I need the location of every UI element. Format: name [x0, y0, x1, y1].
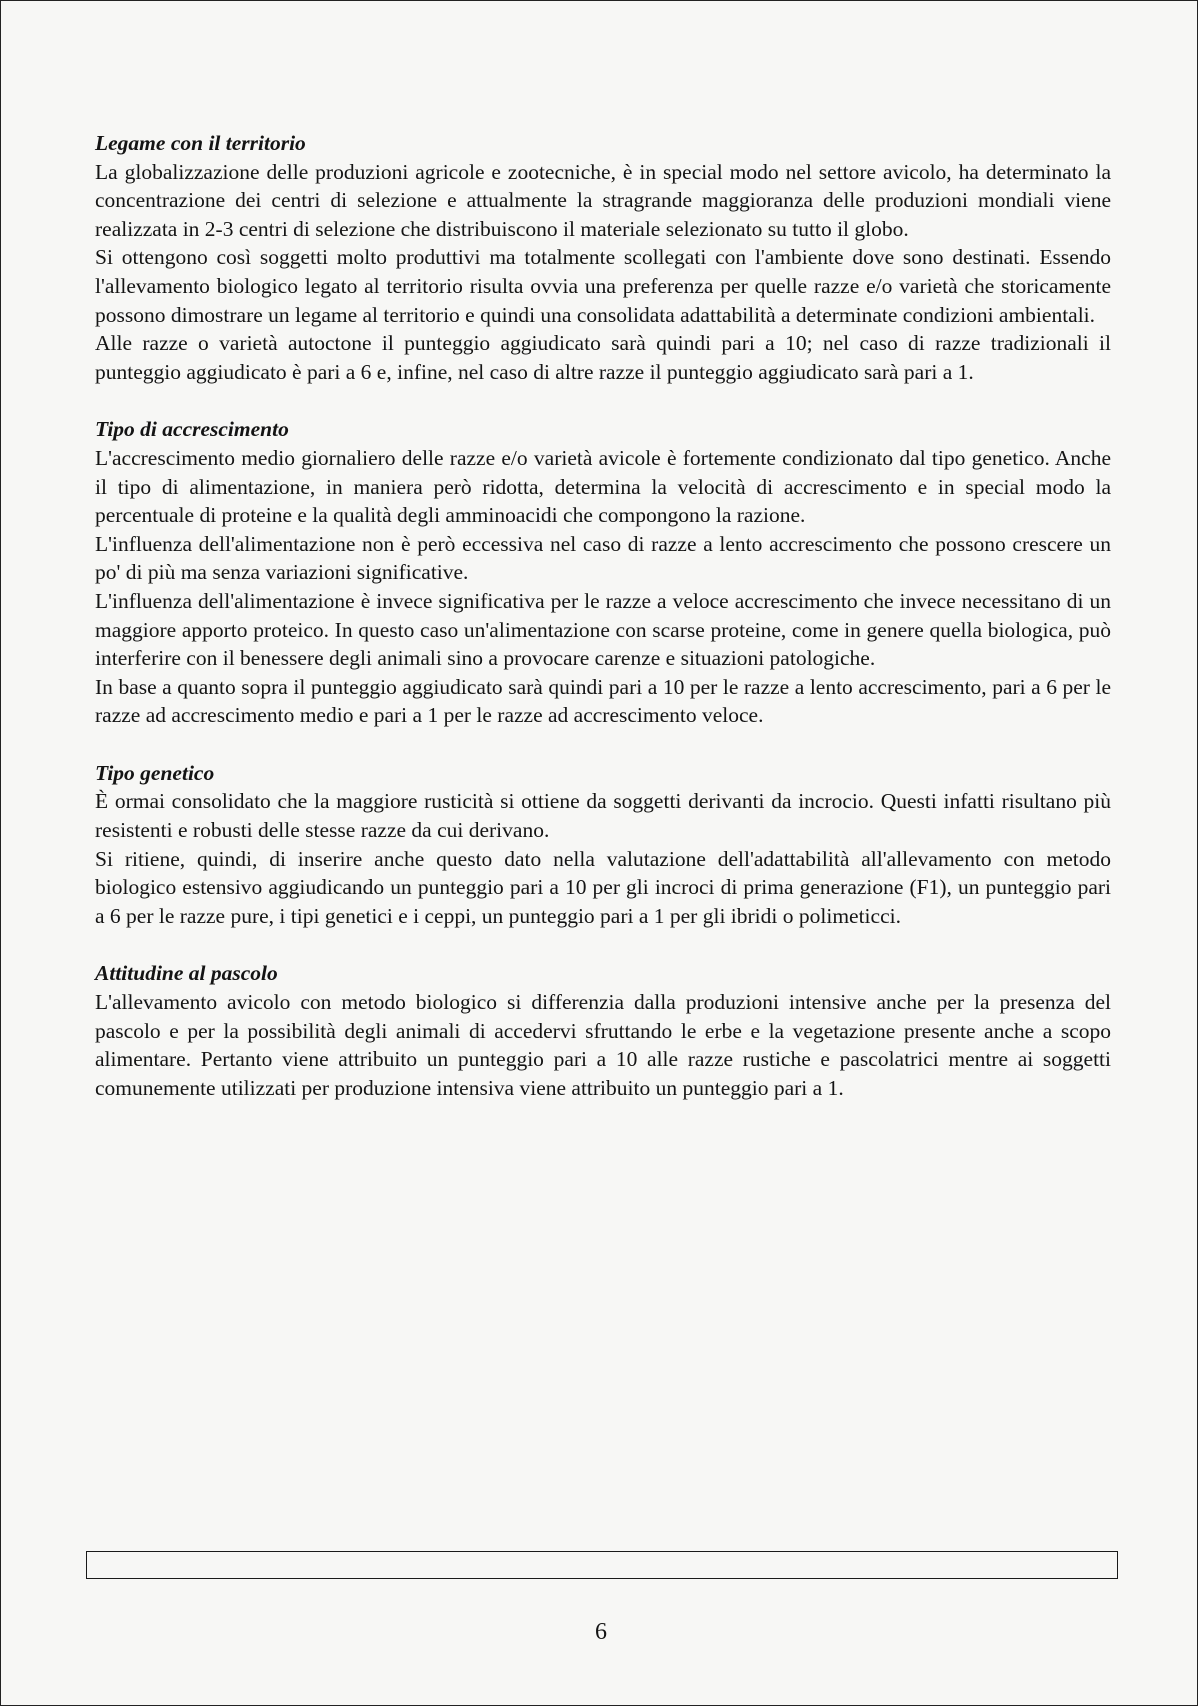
paragraph: Si ottengono così soggetti molto produttivi ma totalmente scollegati con l'ambiente dove sono destinati. Essendo l'allevamento biologico legato al territorio risulta ovvia una preferenza per quelle razze e/o varietà che storicamente possono dimostrare un legame al territorio e quindi una consolidata adattabilità a determinate condizioni ambientali.	[95, 245, 1111, 327]
paragraph: Si ritiene, quindi, di inserire anche questo dato nella valutazione dell'adattabilità all'allevamento con metodo biologico estensivo aggiudicando un punteggio pari a 10 per gli incroci di prima generazione (F1), un punteggio pari a 6 per le razze pure, i tipi genetici e i ceppi, un punteggio pari a 1 per gli ibridi o polimeticci.	[95, 846, 1111, 928]
section-legame-territorio	[95, 129, 1111, 386]
section-heading: Tipo di accrescimento	[95, 417, 289, 442]
section-tipo-accrescimento	[95, 415, 1111, 730]
paragraph: L'allevamento avicolo con metodo biologico si differenzia dalla produzioni intensive anche per la presenza del pascolo e per la possibilità degli animali di accedervi sfruttando le erbe e la vegetazione presente anche a scopo alimentare. Pertanto viene attribuito un punteggio pari a 10 alle razze rustiche e pascolatrici mentre ai soggetti comunemente utilizzati per produzione intensiva viene attribuito un punteggio pari a 1.	[95, 990, 1111, 1100]
document-body	[95, 129, 1111, 1131]
section-attitudine-pascolo	[95, 959, 1111, 1102]
paragraph: La globalizzazione delle produzioni agricole e zootecniche, è in special modo nel settore avicolo, ha determinato la concentrazione dei centri di selezione e attualmente la stragrande maggioranza delle produzioni mondiali viene realizzata in 2-3 centri di selezione che distribuiscono il materiale selezionato su tutto il globo.	[95, 159, 1111, 241]
page-number: 6	[595, 1619, 607, 1645]
paragraph: L'influenza dell'alimentazione è invece significativa per le razze a veloce accrescimento che invece necessitano di un maggiore apporto proteico. In questo caso un'alimentazione con scarse proteine, come in genere quella biologica, può interferire con il benessere degli animali sino a provocare carenze e situazioni patologiche.	[95, 588, 1111, 671]
section-heading: Tipo genetico	[95, 760, 215, 785]
paragraph: Alle razze o varietà autoctone il punteggio aggiudicato sarà quindi pari a 10; nel caso di razze tradizionali il punteggio aggiudicato è pari a 6 e, infine, nel caso di altre razze il punteggio aggiudicato sarà pari a 1.	[95, 331, 1111, 384]
section-tipo-genetico	[95, 759, 1111, 931]
footer-rule-box	[86, 1551, 1118, 1579]
paragraph: È ormai consolidato che la maggiore rusticità si ottiene da soggetti derivanti da incrocio. Questi infatti risultano più resistenti e robusti delle stesse razze da cui derivano.	[95, 789, 1111, 843]
paragraph: L'accrescimento medio giornaliero delle razze e/o varietà avicole è fortemente condizionato dal tipo genetico. Anche il tipo di alimentazione, in maniera però ridotta, determina la velocità di accrescimento e in special modo la percentuale di proteine e la qualità degli amminoacidi che compongono la razione.	[95, 445, 1111, 528]
section-heading: Legame con il territorio	[95, 131, 306, 155]
paragraph: L'influenza dell'alimentazione non è però eccessiva nel caso di razze a lento accrescimento che possono crescere un po' di più ma senza variazioni significative.	[95, 531, 1111, 585]
paragraph: In base a quanto sopra il punteggio aggiudicato sarà quindi pari a 10 per le razze a lento accrescimento, pari a 6 per le razze ad accrescimento medio e pari a 1 per le razze ad accrescimento veloce.	[95, 674, 1111, 728]
section-heading: Attitudine al pascolo	[95, 961, 278, 986]
